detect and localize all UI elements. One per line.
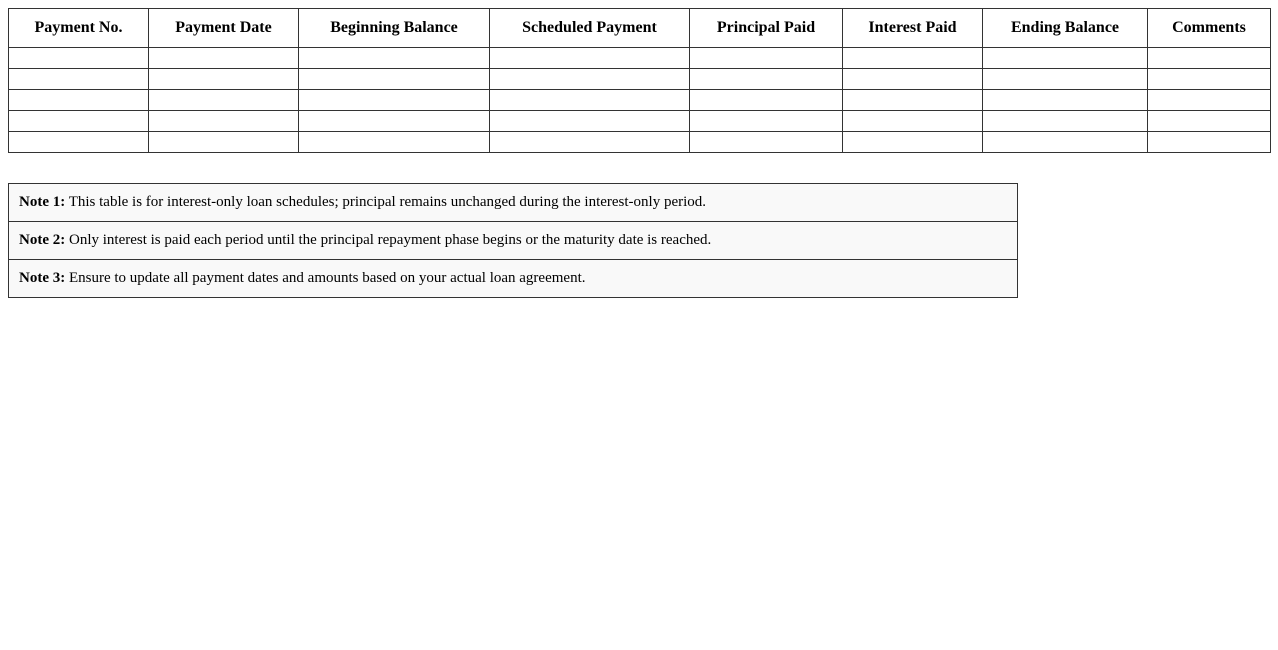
note-2	[9, 222, 1017, 260]
table-cell[interactable]	[1148, 48, 1271, 69]
table-cell[interactable]	[149, 132, 299, 153]
header-ending-balance: Ending Balance	[983, 9, 1148, 48]
note-3	[9, 260, 1017, 297]
table-cell[interactable]	[9, 69, 149, 90]
table-cell[interactable]	[983, 132, 1148, 153]
table-cell[interactable]	[1148, 69, 1271, 90]
table-cell[interactable]	[690, 69, 843, 90]
table-cell[interactable]	[690, 48, 843, 69]
note-label: Note 3:	[19, 270, 66, 286]
table-row	[9, 48, 1271, 69]
table-cell[interactable]	[690, 132, 843, 153]
header-comments: Comments	[1148, 9, 1271, 48]
table-cell[interactable]	[9, 48, 149, 69]
note-label: Note 2:	[19, 232, 66, 248]
table-cell[interactable]	[149, 69, 299, 90]
table-cell[interactable]	[843, 48, 983, 69]
note-text: This table is for interest-only loan schedules; principal remains unchanged during the interest-only period.	[65, 194, 707, 210]
table-row	[9, 90, 1271, 111]
table-header-row	[9, 9, 1271, 48]
table-cell[interactable]	[490, 48, 690, 69]
table-cell[interactable]	[690, 90, 843, 111]
table-row	[9, 111, 1271, 132]
table-cell[interactable]	[299, 132, 490, 153]
table-cell[interactable]	[690, 111, 843, 132]
table-cell[interactable]	[9, 132, 149, 153]
header-interest-paid: Interest Paid	[843, 9, 983, 48]
payment-schedule-table	[8, 8, 1271, 153]
table-cell[interactable]	[9, 111, 149, 132]
table-cell[interactable]	[490, 69, 690, 90]
note-text: Ensure to update all payment dates and amounts based on your actual loan agreement.	[65, 270, 586, 286]
table-row	[9, 69, 1271, 90]
table-cell[interactable]	[9, 90, 149, 111]
header-principal-paid: Principal Paid	[690, 9, 843, 48]
table-cell[interactable]	[490, 90, 690, 111]
notes-box	[8, 183, 1018, 298]
table-cell[interactable]	[149, 90, 299, 111]
table-cell[interactable]	[1148, 111, 1271, 132]
table-cell[interactable]	[490, 132, 690, 153]
table-cell[interactable]	[299, 69, 490, 90]
table-cell[interactable]	[299, 48, 490, 69]
header-beginning-balance: Beginning Balance	[299, 9, 490, 48]
header-payment-date: Payment Date	[149, 9, 299, 48]
table-cell[interactable]	[299, 111, 490, 132]
table-row	[9, 132, 1271, 153]
table-cell[interactable]	[1148, 90, 1271, 111]
table-cell[interactable]	[983, 48, 1148, 69]
table-cell[interactable]	[843, 90, 983, 111]
header-scheduled-payment: Scheduled Payment	[490, 9, 690, 48]
table-cell[interactable]	[983, 111, 1148, 132]
table-cell[interactable]	[299, 90, 490, 111]
note-1	[9, 184, 1017, 222]
header-payment-no: Payment No.	[9, 9, 149, 48]
table-cell[interactable]	[843, 111, 983, 132]
note-text: Only interest is paid each period until the principal repayment phase begins or the maturity date is reached.	[65, 232, 712, 248]
table-cell[interactable]	[983, 90, 1148, 111]
note-label: Note 1:	[19, 194, 66, 210]
table-cell[interactable]	[1148, 132, 1271, 153]
table-cell[interactable]	[149, 48, 299, 69]
table-cell[interactable]	[490, 111, 690, 132]
table-cell[interactable]	[843, 69, 983, 90]
table-cell[interactable]	[149, 111, 299, 132]
table-cell[interactable]	[843, 132, 983, 153]
table-cell[interactable]	[983, 69, 1148, 90]
